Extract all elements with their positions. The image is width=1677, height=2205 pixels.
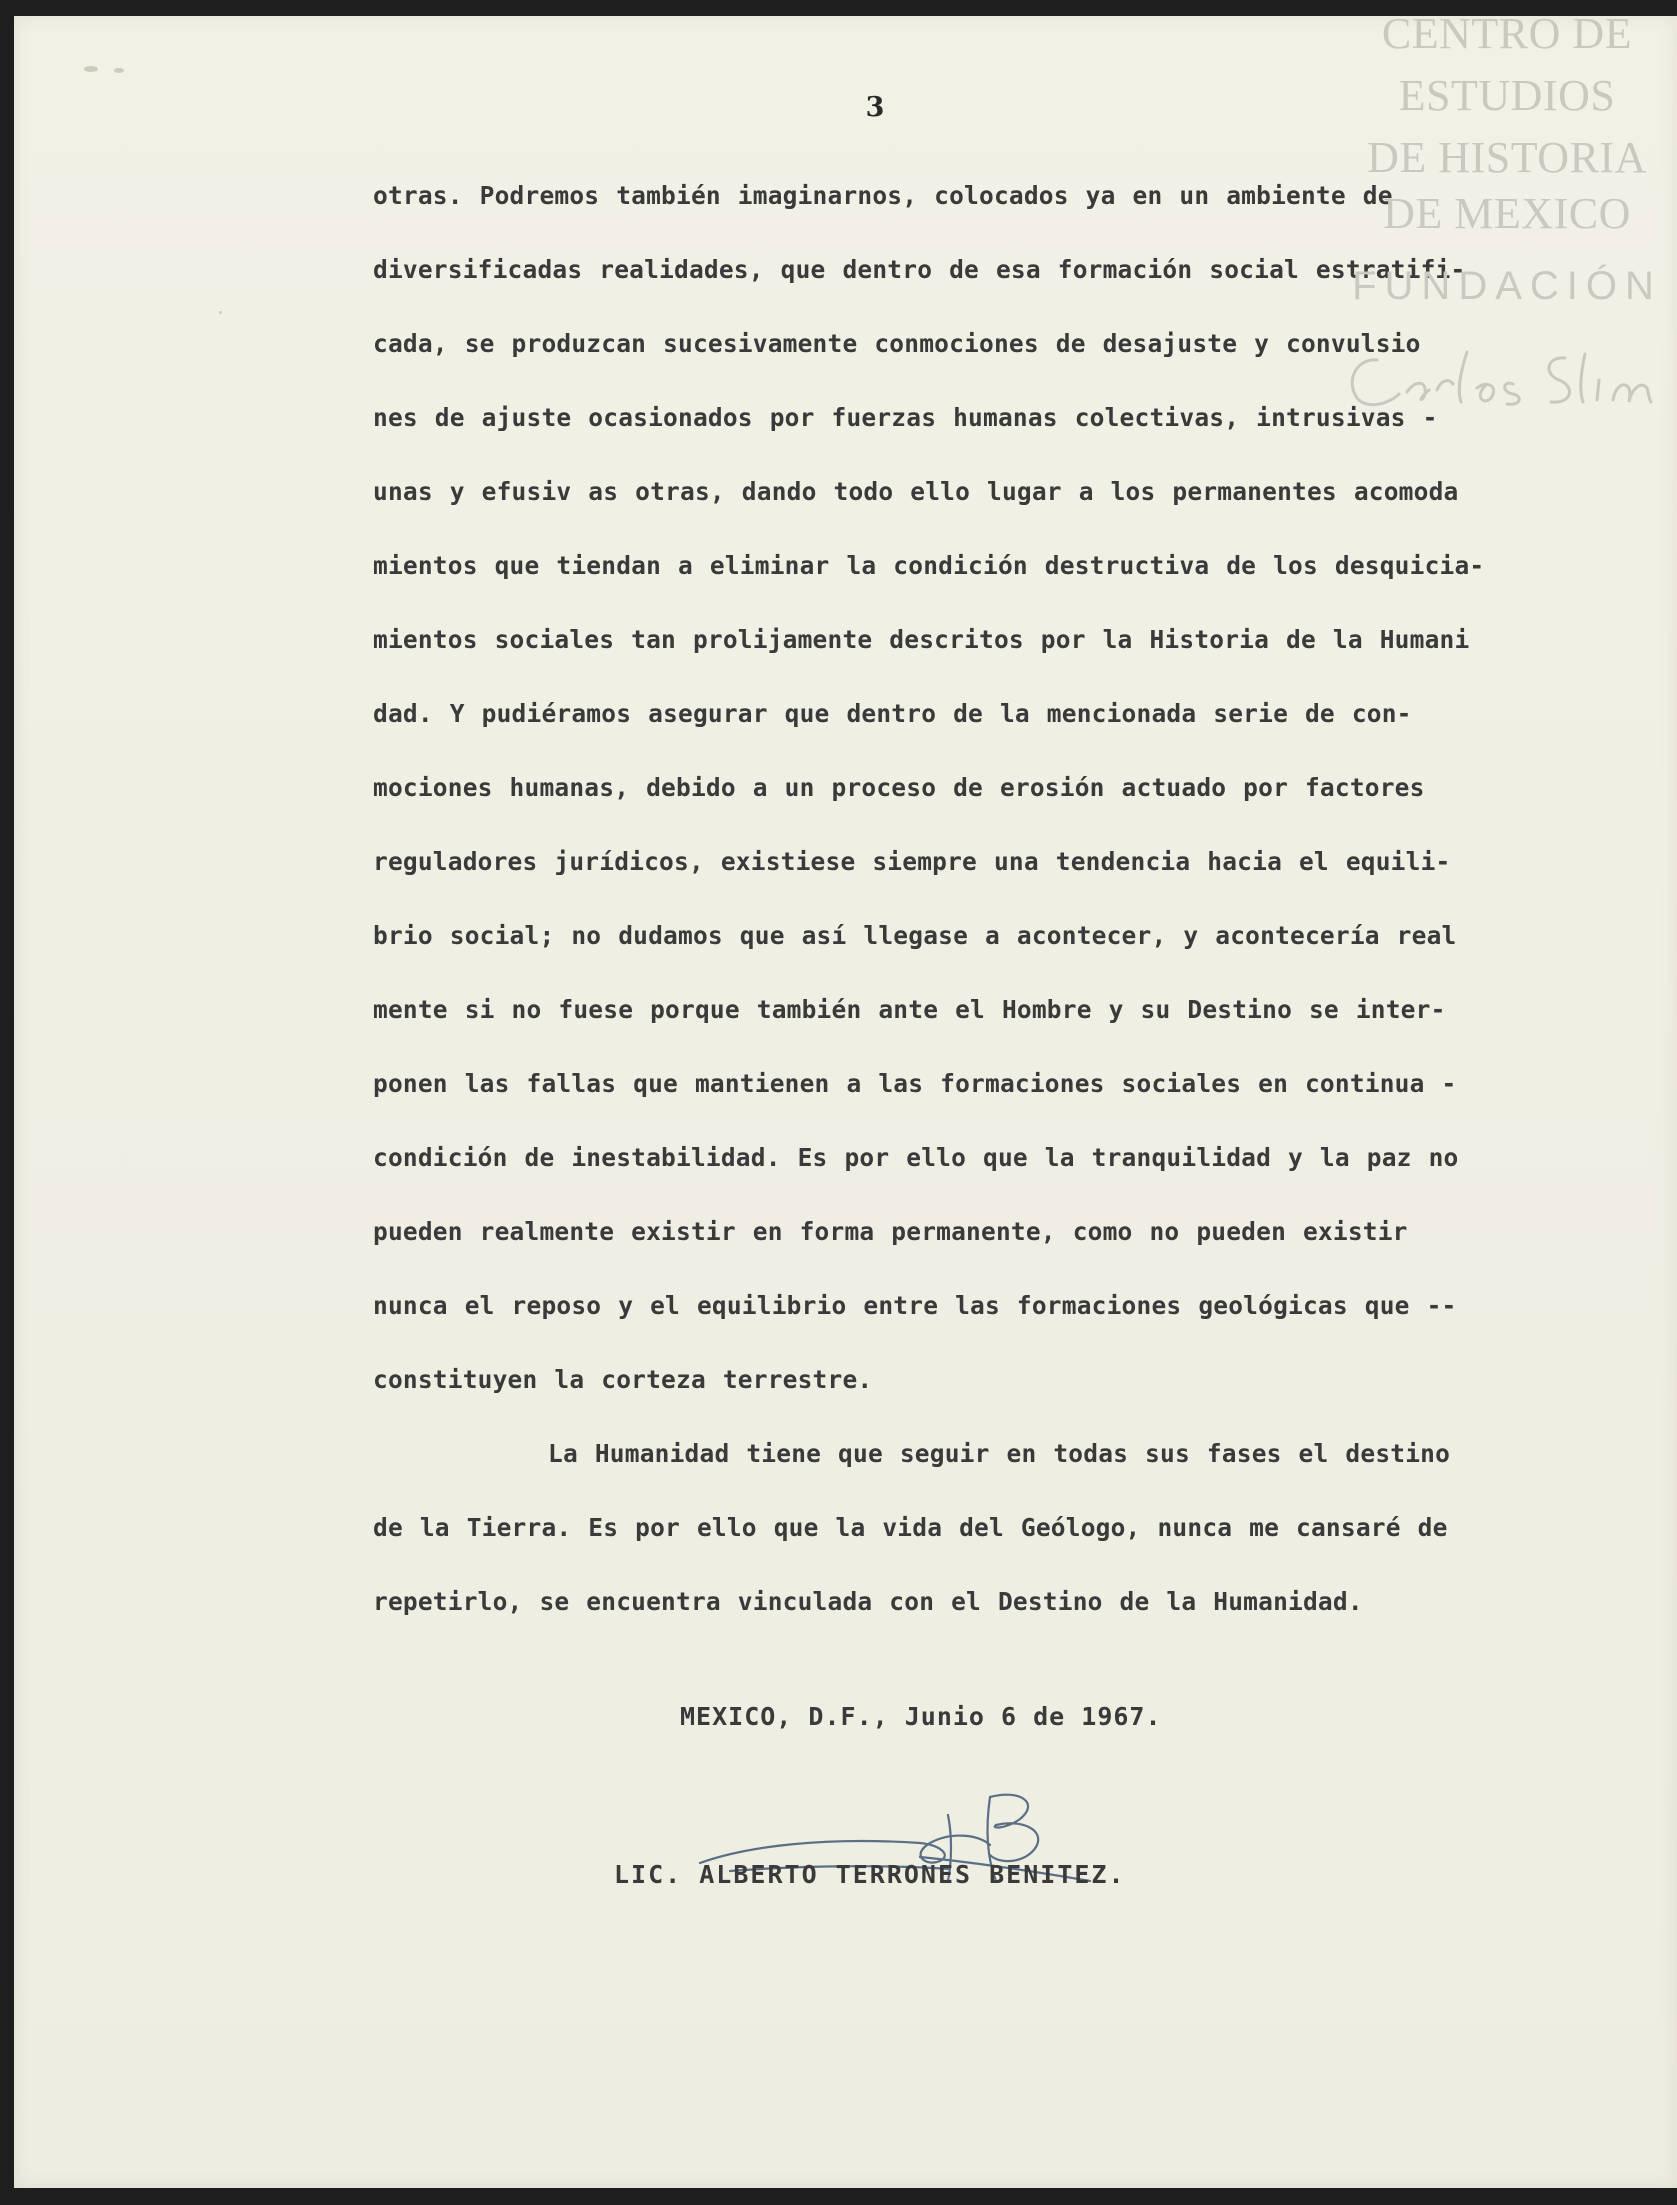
closing-paragraph-line: repetirlo, se encuentra vinculada con el Destino de la Humanidad.	[373, 1587, 1363, 1616]
body-line: cada, se produzcan sucesivamente conmociones de desajuste y convulsio	[373, 329, 1421, 358]
watermark-line: ESTUDIOS	[1398, 71, 1616, 120]
page-number: 3	[865, 92, 885, 123]
body-line: mociones humanas, debido a un proceso de erosión actuado por factores	[373, 773, 1425, 802]
paper-speck	[84, 66, 98, 72]
body-line: unas y efusiv as otras, dando todo ello lugar a los permanentes acomoda	[373, 477, 1459, 506]
body-line: ponen las fallas que mantienen a las formaciones sociales en continua -	[373, 1069, 1457, 1098]
body-line: dad. Y pudiéramos asegurar que dentro de la mencionada serie de con-	[373, 699, 1412, 728]
body-line: mente si no fuese porque también ante el Hombre y su Destino se inter-	[373, 995, 1446, 1024]
watermark-signature	[1337, 340, 1667, 420]
body-line: mientos sociales tan prolijamente descritos por la Historia de la Humani	[373, 625, 1470, 654]
watermark-foundation: FUNDACIÓN	[1352, 264, 1662, 308]
body-line: brio social; no dudamos que así llegase a acontecer, y acontecería real	[373, 921, 1457, 950]
body-line: reguladores jurídicos, existiese siempre una tendencia hacia el equili-	[373, 847, 1451, 876]
body-line: constituyen la corteza terrestre.	[373, 1365, 873, 1394]
dateline: MEXICO, D.F., Junio 6 de 1967.	[680, 1702, 1162, 1731]
paper-speck	[114, 68, 124, 73]
body-line: mientos que tiendan a eliminar la condición destructiva de los desquicia-	[373, 551, 1485, 580]
closing-paragraph-line: de la Tierra. Es por ello que la vida del Geólogo, nunca me cansaré de	[373, 1513, 1448, 1542]
archive-watermark	[1337, 0, 1677, 312]
body-line: nes de ajuste ocasionados por fuerzas humanas colectivas, intrusivas -	[373, 403, 1438, 432]
watermark-line: CENTRO DE	[1381, 9, 1633, 58]
body-line: pueden realmente existir en forma permanente, como no pueden existir	[373, 1217, 1408, 1246]
closing-paragraph-line: La Humanidad tiene que seguir en todas sus fases el destino	[548, 1439, 1451, 1468]
body-line: diversificadas realidades, que dentro de esa formación social estratifi-	[373, 255, 1466, 284]
watermark-line: DE MEXICO	[1383, 189, 1631, 238]
author-name: LIC. ALBERTO TERRONES BENITEZ.	[614, 1860, 1126, 1889]
body-line: nunca el reposo y el equilibrio entre las formaciones geológicas que --	[373, 1291, 1457, 1320]
paper-speck	[219, 311, 222, 314]
body-line: condición de inestabilidad. Es por ello que la tranquilidad y la paz no	[373, 1143, 1459, 1172]
body-line: otras. Podremos también imaginarnos, colocados ya en un ambiente de	[373, 181, 1393, 210]
watermark-line: DE HISTORIA	[1367, 133, 1647, 182]
